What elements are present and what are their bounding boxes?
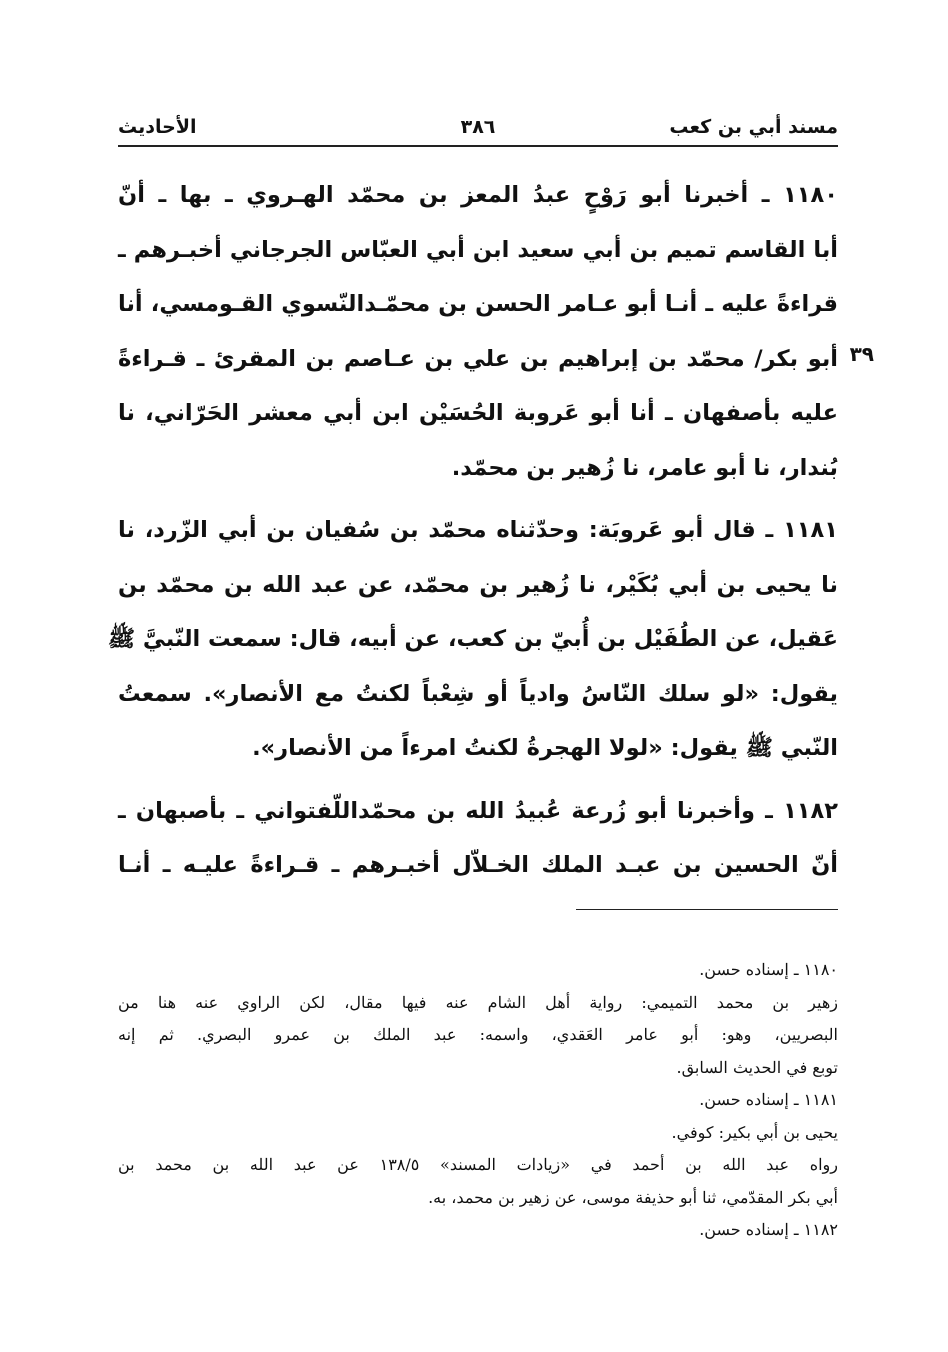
hadith-1182-line: أنّ الحسين بن عبـد الملك الخـلاّل أخبـرهم ـ قـراءةً عليـه ـ أنـا	[118, 852, 838, 878]
page-number: ٣٨٦	[460, 116, 496, 138]
footnote-line: ١١٨٢ ـ إسناده حسن.	[699, 1220, 838, 1239]
footnote-line: يحيى بن أبي بكير: كوفي.	[671, 1122, 838, 1142]
hadith-1182-line: ١١٨٢ ـ وأخبرنا أبو زُرعة عُبيدُ الله بن محمّداللّفتواني ـ بأصبهان ـ	[118, 797, 838, 824]
hadith-1181-line: النّبي ﷺ يقول: «لولا الهجرةُ لكنتُ امرءاً من الأنصار».	[252, 735, 838, 761]
hadith-1180-line: أبو بكر/ محمّد بن إبراهيم بن علي بن عـاصم بن المقرئ ـ قـراءةً	[118, 345, 838, 372]
header-rule	[118, 145, 838, 147]
hadith-1181-line: نا يحيى بن أبي بُكَيْر، نا زُهير بن محمّد، عن عبد الله بن محمّد بن	[118, 571, 838, 598]
footnote-line: زهير بن محمد التميمي: رواية أهل الشام عنه فيها مقال، لكن الراوي عنه هنا من	[118, 992, 839, 1012]
hadith-1181-line: عَقيل، عن الطُفَيْل بن أُبيّ بن كعب، عن أبيه، قال: سمعت النّبيَّ ﷺ	[107, 626, 838, 652]
hadith-1180-line: أبا القاسم تميم بن أبي سعيد ابن أبي العبّاس الجرجاني أخبـرهم ـ	[118, 236, 838, 263]
hadith-1180-line: ١١٨٠ ـ أخبرنا أبو رَوْحٍ عبدُ المعز بن محمّد الهـروي ـ بها ـ أنّ	[118, 182, 838, 208]
footnote-rule	[576, 909, 838, 910]
footnote-line: البصريين، وهو: أبو عامر العَقدي، واسمه: عبد الملك بن عمرو البصري. ثم إنه	[118, 1025, 838, 1044]
book-title: مسند أبي بن كعب	[669, 116, 838, 138]
hadith-1181-line: ١١٨١ ـ قال أبو عَروبَة: وحدّثناه محمّد بن سُفيان بن أبي الزّرد، نا	[118, 517, 838, 543]
footnote-line: ١١٨٠ ـ إسناده حسن.	[699, 960, 838, 979]
hadith-1180-line: بُندار، نا أبو عامر، نا زُهير بن محمّد.	[451, 454, 838, 481]
hadith-1180-line: قراءةً عليه ـ أنـا أبو عـامر الحسن بن محمّـدالنّسوي القـومسي، أنا	[118, 291, 838, 317]
footnote-line: ١١٨١ ـ إسناده حسن.	[699, 1090, 838, 1109]
section-title: الأحاديث	[118, 116, 197, 138]
hadith-1180-line: عليه بأصفهان ـ أنا أبو عَروبة الحُسَيْن ابن أبي معشر الحَرّاني، نا	[118, 400, 838, 426]
footnote-line: أبي بكر المقدّمي، ثنا أبو حذيفة موسى، عن زهير بن محمد، به.	[428, 1187, 838, 1207]
footnotes	[118, 954, 838, 1247]
footnote-line: رواه عبد الله بن أحمد في «زيادات المسند» ١٣٨/٥ عن عبد الله بن محمد بن	[118, 1155, 838, 1174]
hadith-1181-line: يقول: «لو سلك النّاسُ وادياً أو شِعْباً لكنتُ مع الأنصار». سمعتُ	[118, 680, 838, 707]
running-header	[118, 112, 838, 146]
footnote-line: توبع في الحديث السابق.	[676, 1057, 838, 1077]
main-text	[107, 168, 838, 893]
margin-page-marker: ٣٩	[849, 342, 874, 366]
